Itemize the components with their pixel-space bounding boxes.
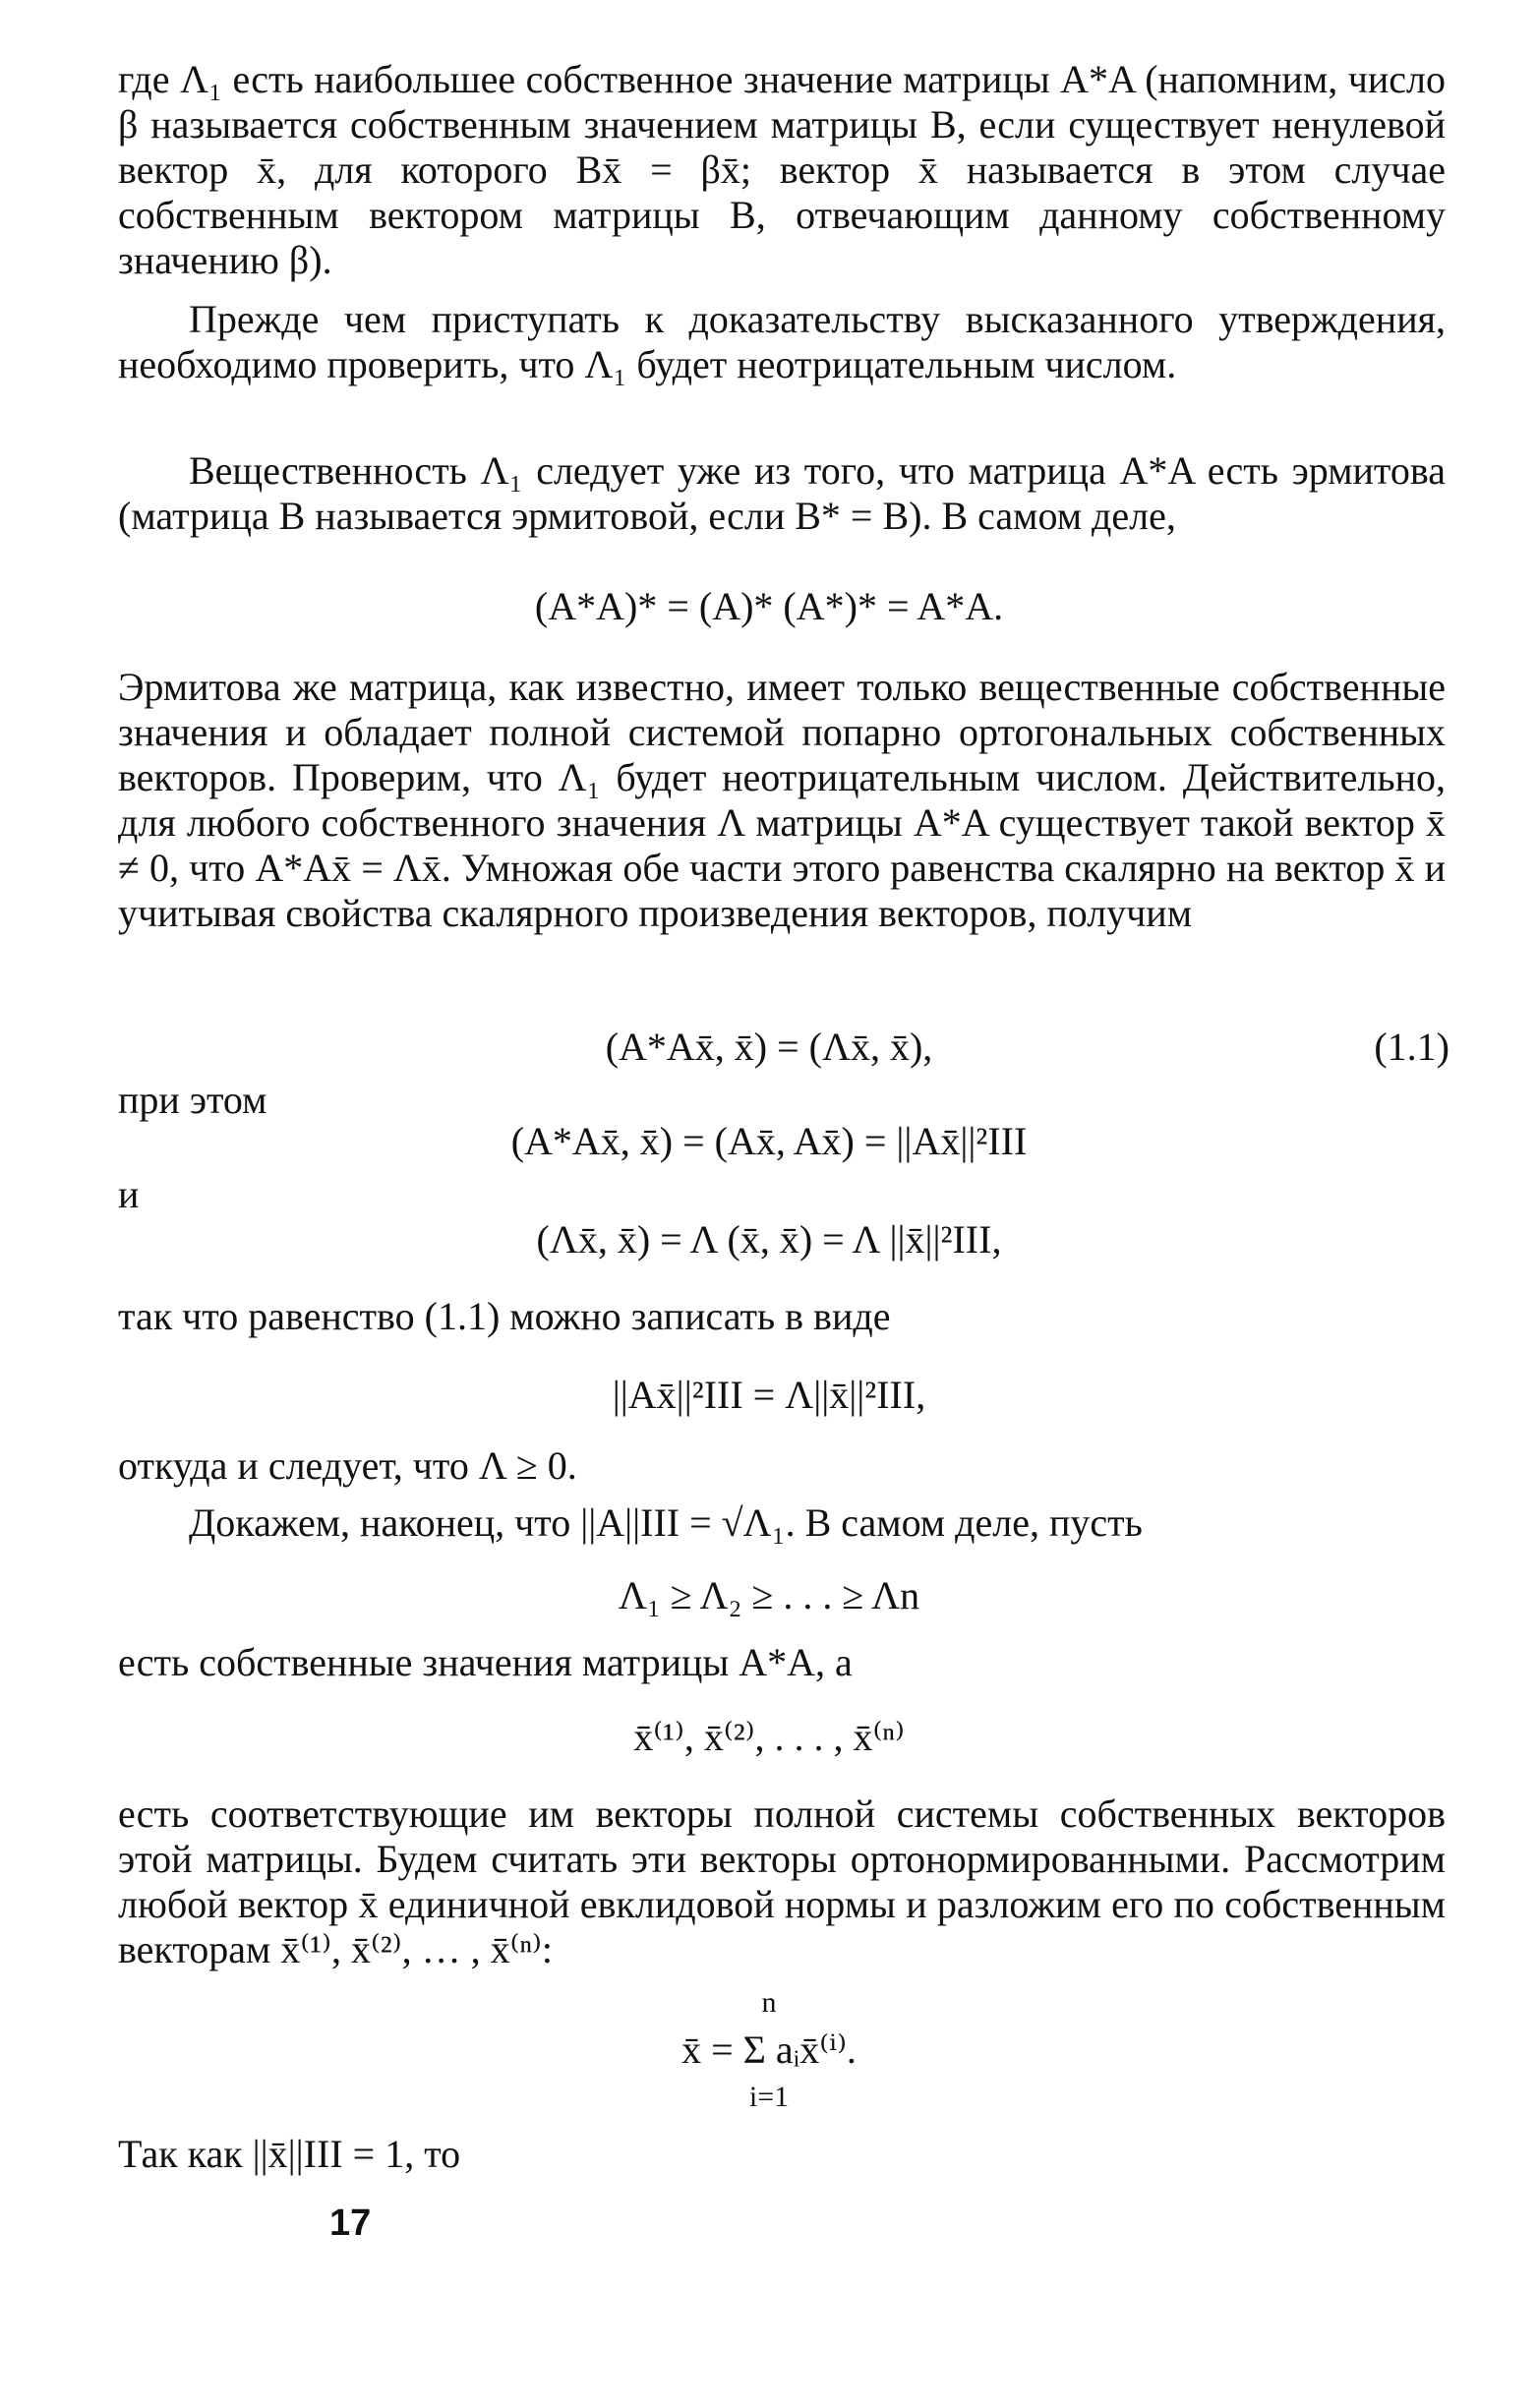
formula-lhs-expansion: (A*Ax̄, x̄) = (Ax̄, Ax̄) = ||Ax̄||²III (510, 1119, 1028, 1163)
paragraph-eigenvalue-definition: где Λ₁ есть наибольшее собственное значение матрицы A*A (напомним, число β называется собственным значением матрицы B, если существует ненулевой вектор x̄, для которого Bx̄ = βx̄; вектор x̄ называется в этом случае собственным вектором матрицы B, отвечающим данному собственному значению β). (118, 57, 1446, 282)
paragraph-text: Докажем, наконец, что ||A||III = √Λ₁. В самом деле, пусть (189, 1500, 1143, 1545)
paragraph-conclusion: откуда и следует, что Λ ≥ 0. (118, 1443, 577, 1488)
equation-number: (1.1) (1374, 1025, 1449, 1069)
formula-1-1: (A*Ax̄, x̄) = (Λx̄, x̄), (605, 1025, 933, 1069)
formula-eigenvalue-order: Λ₁ ≥ Λ₂ ≥ . . . ≥ Λn (618, 1573, 920, 1617)
formula-expansion: x̄ = Σ aᵢx̄⁽ⁱ⁾. (681, 2027, 857, 2072)
label-i: и (118, 1172, 140, 1216)
formula-norm-equation: ||Ax̄||²III = Λ||x̄||²III, (612, 1373, 926, 1417)
page-number: 17 (329, 2202, 372, 2244)
paragraph-prove-norm (118, 1500, 1446, 1546)
sum-lower-limit: i=1 (748, 2081, 790, 2113)
paragraph-text: Вещественность Λ₁ следует уже из того, что матрица A*A есть эрмитова (матрица B называется эрмитовой, если B* = B). В самом деле, (118, 448, 1446, 538)
formula-rhs-expansion: (Λx̄, x̄) = Λ (x̄, x̄) = Λ ||x̄||²III, (536, 1217, 1002, 1262)
paragraph-nonnegativity-check (118, 297, 1446, 387)
paragraph-hermitian-properties: Эрмитова же матрица, как известно, имеет только вещественные собственные значения и обладает полной системой попарно ортогональных собственных векторов. Проверим, что Λ₁ будет неотрицательным числом. Действительно, для любого собственного значения Λ матрицы A*A существует такой вектор x̄ ≠ 0, что A*Ax̄ = Λx̄. Умножая обе части этого равенства скалярно на вектор x̄ и учитывая свойства скалярного произведения векторов, получим (118, 665, 1446, 935)
paragraph-rewrite: так что равенство (1.1) можно записать в виде (118, 1294, 891, 1338)
label-pri-etom: при этом (118, 1078, 267, 1122)
formula-eigenvectors: x̄⁽¹⁾, x̄⁽²⁾, . . . , x̄⁽ⁿ⁾ (633, 1715, 905, 1759)
sum-upper-limit: n (761, 1986, 777, 2019)
paragraph-eigenvalues: есть собственные значения матрицы A*A, а (118, 1640, 853, 1684)
paragraph-text: Прежде чем приступать к доказательству высказанного утверждения, необходимо проверить, что Λ₁ будет неотрицательным числом. (118, 297, 1446, 386)
formula-hermitian-conjugate: (A*A)* = (A)* (A*)* = A*A. (534, 584, 1004, 628)
paragraph-since: Так как ||x̄||III = 1, то (118, 2132, 461, 2176)
paragraph-hermitian (118, 448, 1446, 539)
paragraph-eigenvector-system: есть соответствующие им векторы полной системы собственных векторов этой матрицы. Будем считать эти векторы ортонормированными. Рассмотрим любой вектор x̄ единичной евклидовой нормы и разложим его по собственным векторам x̄⁽¹⁾, x̄⁽²⁾, … , x̄⁽ⁿ⁾: (118, 1791, 1446, 1971)
